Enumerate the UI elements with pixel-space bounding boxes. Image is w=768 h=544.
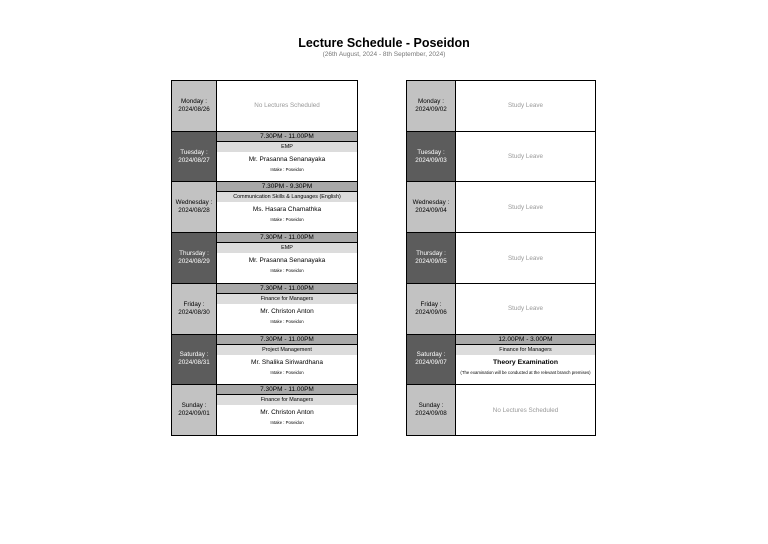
day-cell	[407, 132, 456, 182]
status-message: Study Leave	[507, 203, 543, 211]
day-date: 2024/09/07	[415, 359, 447, 367]
schedule-row	[407, 284, 595, 335]
lecturer-name: Mr. Prasanna Senanayaka	[248, 155, 326, 163]
session-cell	[456, 335, 595, 385]
module-name: Communication Skills & Languages (English)	[217, 192, 357, 202]
session-cell	[456, 81, 595, 131]
session-time: 7.30PM - 11.00PM	[217, 233, 357, 243]
intake-label: Intake : Poseidon	[270, 420, 304, 426]
day-cell	[172, 385, 217, 435]
schedule-row	[172, 385, 357, 435]
session-time: 12.00PM - 3.00PM	[456, 335, 595, 345]
day-name: Monday :	[418, 97, 444, 105]
module-name: Project Management	[217, 345, 357, 355]
day-name: Wednesday :	[175, 199, 213, 207]
session-time: 7.30PM - 11.00PM	[217, 385, 357, 395]
day-date: 2024/08/29	[178, 258, 210, 266]
schedule-week-2	[406, 80, 596, 436]
schedule-row	[172, 233, 357, 284]
day-cell	[407, 335, 456, 385]
session-cell	[217, 335, 357, 385]
day-date: 2024/09/01	[178, 410, 210, 418]
day-cell	[407, 182, 456, 232]
day-date: 2024/08/27	[178, 156, 210, 164]
schedule-row	[407, 132, 595, 183]
module-name: EMP	[217, 243, 357, 253]
day-date: 2024/09/05	[415, 258, 447, 266]
schedule-week-1	[171, 80, 358, 436]
day-name: Thursday :	[179, 250, 209, 258]
session-cell	[217, 182, 357, 232]
day-date: 2024/08/31	[178, 359, 210, 367]
session-time: 7.30PM - 9.30PM	[217, 182, 357, 192]
day-date: 2024/09/04	[415, 207, 447, 215]
module-name: EMP	[217, 142, 357, 152]
status-message: No Lectures Scheduled	[254, 102, 320, 110]
schedule-row	[172, 182, 357, 233]
intake-label: Intake : Poseidon	[270, 268, 304, 274]
day-cell	[407, 284, 456, 334]
lecturer-name: Mr. Prasanna Senanayaka	[248, 257, 326, 265]
session-time: 7.30PM - 11.00PM	[217, 284, 357, 294]
day-name: Saturday :	[179, 351, 209, 359]
session-cell	[217, 132, 357, 182]
day-cell	[172, 132, 217, 182]
schedule-row	[407, 182, 595, 233]
page-title: Lecture Schedule - Poseidon	[298, 36, 470, 50]
session-cell	[217, 284, 357, 334]
intake-label: Intake : Poseidon	[270, 217, 304, 223]
status-message: Study Leave	[507, 102, 543, 110]
session-cell	[456, 385, 595, 435]
day-date: 2024/09/06	[415, 308, 447, 316]
intake-label: Intake : Poseidon	[270, 318, 304, 324]
day-name: Friday :	[420, 300, 442, 308]
day-cell	[407, 385, 456, 435]
day-name: Sunday :	[181, 402, 207, 410]
status-message: Study Leave	[507, 153, 543, 161]
schedule-row	[172, 284, 357, 335]
lecturer-name: Mr. Christon Anton	[260, 409, 314, 417]
session-cell	[456, 132, 595, 182]
lecturer-name: Mr. Shalika Siriwardhana	[251, 358, 323, 366]
day-cell	[172, 284, 217, 334]
schedule-row	[172, 132, 357, 183]
day-cell	[172, 335, 217, 385]
module-name: Finance for Managers	[456, 345, 595, 355]
day-date: 2024/09/08	[415, 410, 447, 418]
day-name: Thursday :	[416, 250, 446, 258]
schedule-row	[407, 81, 595, 132]
status-message: No Lectures Scheduled	[492, 406, 559, 414]
session-cell	[217, 385, 357, 435]
session-cell	[217, 233, 357, 283]
day-name: Tuesday :	[417, 148, 445, 156]
day-cell	[407, 233, 456, 283]
day-name: Tuesday :	[180, 148, 208, 156]
day-name: Wednesday :	[412, 199, 450, 207]
schedule-row	[407, 385, 595, 435]
lecturer-name: Ms. Hasara Chamathka	[252, 206, 322, 214]
session-cell	[456, 182, 595, 232]
status-message: Study Leave	[507, 254, 543, 262]
exam-title: Theory Examination	[493, 358, 558, 366]
day-name: Friday :	[183, 300, 205, 308]
day-cell	[407, 81, 456, 131]
session-cell	[217, 81, 357, 131]
lecturer-name: Mr. Christon Anton	[260, 307, 314, 315]
day-date: 2024/08/28	[178, 207, 210, 215]
date-range-subtitle: (26th August, 2024 - 8th September, 2024)	[322, 51, 446, 58]
day-name: Sunday :	[418, 402, 444, 410]
day-date: 2024/09/02	[415, 105, 447, 113]
day-date: 2024/08/30	[178, 308, 210, 316]
session-cell	[456, 284, 595, 334]
day-cell	[172, 182, 217, 232]
status-message: Study Leave	[507, 305, 543, 313]
module-name: Finance for Managers	[217, 395, 357, 405]
session-cell	[456, 233, 595, 283]
exam-note: (The examination will be conducted at the relevant branch premises)	[460, 369, 591, 375]
day-date: 2024/08/26	[178, 105, 210, 113]
day-date: 2024/09/03	[415, 156, 447, 164]
session-time: 7.30PM - 11.00PM	[217, 132, 357, 142]
day-cell	[172, 81, 217, 131]
schedule-row	[407, 233, 595, 284]
day-name: Saturday :	[416, 351, 446, 359]
intake-label: Intake : Poseidon	[270, 166, 304, 172]
schedule-row	[172, 335, 357, 386]
module-name: Finance for Managers	[217, 294, 357, 304]
day-name: Monday :	[181, 97, 207, 105]
day-cell	[172, 233, 217, 283]
session-time: 7.30PM - 11.00PM	[217, 335, 357, 345]
schedule-row	[172, 81, 357, 132]
intake-label: Intake : Poseidon	[270, 369, 304, 375]
schedule-row	[407, 335, 595, 386]
